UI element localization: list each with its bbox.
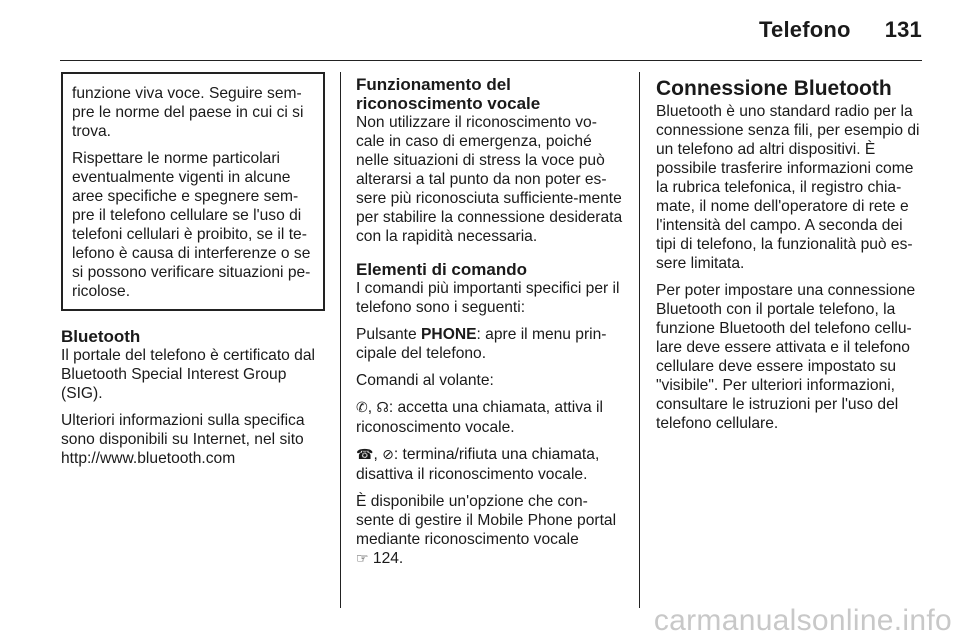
voice-recognition-heading: Funzionamento del riconoscimento vocale [356, 75, 541, 113]
header-rule [60, 60, 922, 61]
voice-off-icon: ⊘ [382, 447, 394, 463]
voice-control-icon: ☊ [376, 400, 389, 416]
section-title: Telefono [759, 17, 851, 42]
phone-accept-icon: ✆ [356, 400, 368, 416]
accept-call-paragraph: ✆, ☊: accetta una chiamata, attiva il riconoscimento vocale. [356, 399, 603, 436]
column-3 [656, 72, 922, 441]
option-paragraph: È disponibile un'opzione che con-sente di gestire il Mobile Phone portal mediante riconoscimento vocale ☞ 124. [356, 493, 617, 567]
controls-intro: I comandi più importanti specifici per il telefono sono i seguenti: [356, 280, 620, 316]
warning-paragraph: funzione viva voce. Seguire sem-pre le norme del paese in cui ci si trova. [72, 85, 304, 140]
controls-section [356, 260, 624, 569]
bluetooth-paragraph: Il portale del telefono è certificato dal Bluetooth Special Interest Group (SIG). [61, 347, 315, 402]
bluetooth-connection-paragraph: Per poter impostare una connessione Bluetooth con il portale telefono, la funzione Bluetooth del telefono cellu-lare deve essere attivata e il telefono cellulare deve essere impostato su "visibile". Per ulteriori informazioni, consultare le istruzioni per l'uso del telefono cellulare. [656, 282, 916, 432]
phone-key-label: PHONE [421, 326, 477, 343]
page-number: 131 [884, 17, 922, 42]
page-header [759, 10, 922, 50]
watermark: carmanualsonline.info [653, 604, 952, 637]
bluetooth-paragraph: Ulteriori informazioni sulla specifica sono disponibili su Internet, nel sito http://www.bluetooth.com [61, 412, 305, 467]
controls-heading: Elementi di comando [356, 260, 527, 279]
voice-recognition-paragraph: Non utilizzare il riconoscimento vo-cale in caso di emergenza, poiché nelle situazioni di stress la voce può alterarsi a tal punto da non poter es-sere più riconosciuta sufficiente-mente per stabilire la connessione desiderata con la rapidità necessaria. [356, 114, 623, 245]
warning-box [61, 72, 325, 311]
steering-label: Comandi al volante: [356, 372, 494, 389]
bluetooth-section [61, 327, 325, 468]
end-call-paragraph: ☎, ⊘: termina/rifiuta una chiamata, disattiva il riconoscimento vocale. [356, 446, 600, 483]
bluetooth-connection-paragraph: Bluetooth è uno standard radio per la connessione senza fili, per esempio di un telefono ad altri dispositivi. È possibile trasferire informazioni come la rubrica telefonica, il registro chia-mate, il nome dell'operatore di rete e l'intensità del campo. A seconda dei tipi di telefono, la funzionalità può es-sere limitata. [656, 103, 920, 272]
page-reference-icon: ☞ [356, 551, 369, 567]
column-divider [340, 72, 341, 608]
column-divider [639, 72, 640, 608]
column-2 [356, 72, 624, 577]
phone-hangup-icon: ☎ [356, 447, 374, 463]
bluetooth-heading: Bluetooth [61, 327, 141, 346]
bluetooth-connection-heading: Connessione Bluetooth [656, 77, 892, 100]
column-1 [61, 72, 325, 476]
phone-key-paragraph: Pulsante PHONE: apre il menu prin-cipale del telefono. [356, 326, 607, 362]
warning-paragraph: Rispettare le norme particolari eventualmente vigenti in alcune aree specifiche e spegnere sem-pre il telefono cellulare se l'uso di telefoni cellulari è proibito, se il te-lefono è causa di interferenze o se si possono verificare situazioni pe-ricolose. [72, 150, 311, 300]
